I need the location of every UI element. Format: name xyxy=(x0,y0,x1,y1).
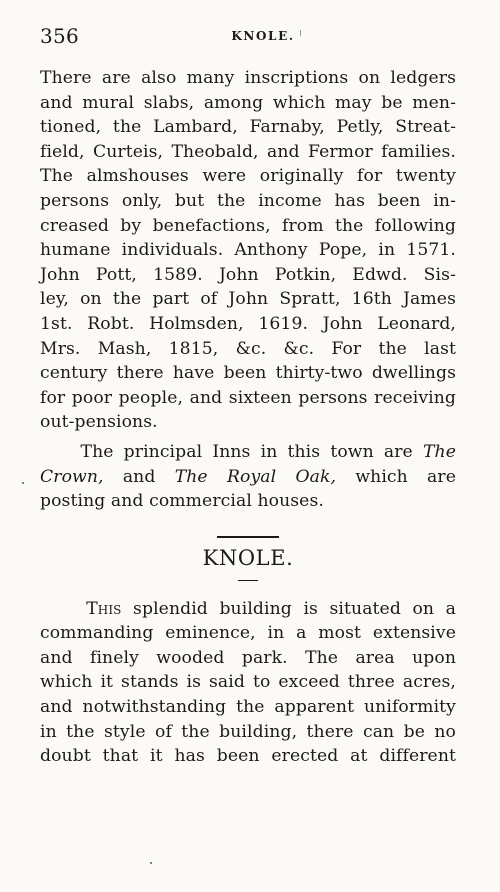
running-title: KNOLE. xyxy=(231,29,295,43)
section-rule-bottom xyxy=(238,580,258,581)
text-line: century there have been thirty-two dwellings xyxy=(40,363,456,384)
text-line-inns-1 xyxy=(40,440,456,465)
inn-name-royal-oak: The Royal Oak, xyxy=(174,466,337,487)
text-line: creased by benefactions, from the following xyxy=(40,215,456,236)
section-rule-top xyxy=(217,536,279,538)
text-line: 1st. Robt. Holmsden, 1619. John Leonard, xyxy=(40,313,456,334)
paper-speck xyxy=(300,30,301,36)
text-line: and finely wooded park. The area upon xyxy=(40,647,456,668)
text-line: tioned, the Lambard, Farnaby, Petly, Streat- xyxy=(40,117,456,138)
inn-name-crown-part: The xyxy=(422,441,456,462)
paper-speck xyxy=(22,482,24,484)
text-line: There are also many inscriptions on ledgers xyxy=(40,68,456,88)
text-line: The almshouses were originally for twenty xyxy=(40,166,456,187)
text-line: out-pensions. xyxy=(40,412,158,433)
page-number: 356 xyxy=(40,24,80,48)
text-line: posting and commercial houses. xyxy=(40,491,324,512)
text-line: Mrs. Mash, 1815, &c. &c. For the last xyxy=(40,338,456,359)
paragraph-inns xyxy=(40,440,456,514)
text-line: and mural slabs, among which may be men- xyxy=(40,92,456,113)
inn-name-crown-end: Crown, xyxy=(40,466,104,487)
text-line-opening: This splendid building is situated on a xyxy=(86,598,456,619)
text-line: in the style of the building, there can be no xyxy=(40,721,456,742)
text-line: ley, on the part of John Spratt, 16th James xyxy=(40,289,456,310)
text-line-inns-2: Crown, and The Royal Oak, which are xyxy=(40,466,456,487)
text-line: John Pott, 1589. John Potkin, Edwd. Sis- xyxy=(40,264,456,285)
running-head xyxy=(40,24,456,56)
paragraph-inscriptions xyxy=(40,66,456,435)
small-caps-opening: This xyxy=(86,598,122,619)
text-line: for poor people, and sixteen persons receiving xyxy=(40,387,456,408)
section-heading: KNOLE. xyxy=(202,545,294,570)
text-line: which it stands is said to exceed three acres, xyxy=(40,672,456,693)
book-page xyxy=(40,24,456,769)
text-line: humane individuals. Anthony Pope, in 1571. xyxy=(40,240,456,261)
text-line: persons only, but the income has been in- xyxy=(40,190,456,211)
inns-prefix: The principal Inns in this town are xyxy=(80,441,413,462)
text-line: doubt that it has been erected at different xyxy=(40,746,456,767)
text-line: commanding eminence, in a most extensive xyxy=(40,623,456,644)
paper-speck xyxy=(150,862,152,864)
text-line: and notwithstanding the apparent uniformity xyxy=(40,697,456,718)
text-line: field, Curteis, Theobald, and Fermor families. xyxy=(40,141,456,162)
paragraph-knole xyxy=(40,597,456,769)
